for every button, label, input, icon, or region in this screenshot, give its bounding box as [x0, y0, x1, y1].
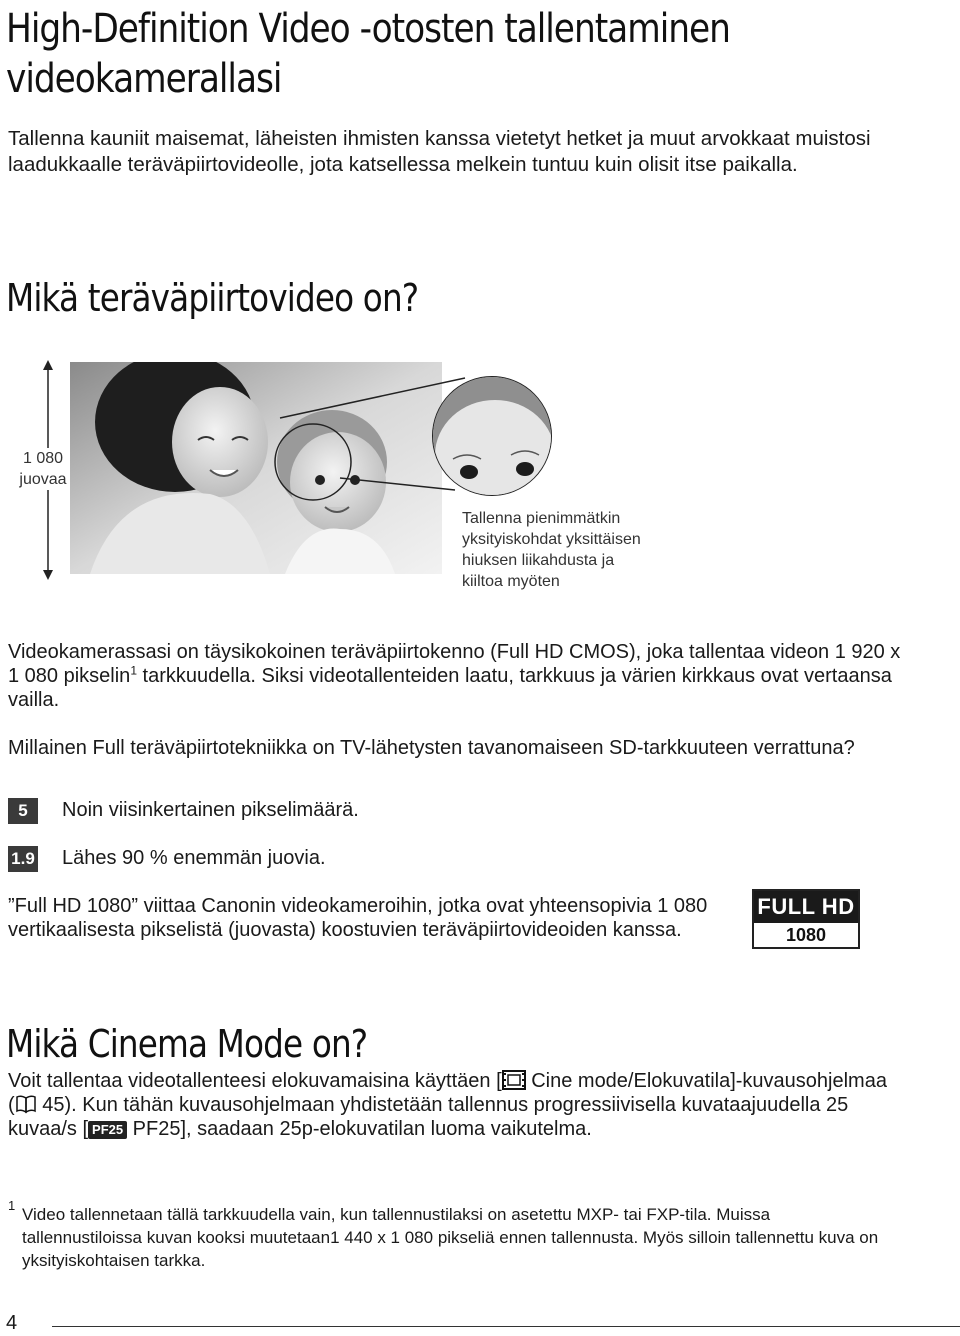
full-hd-logo-top: FULL HD — [754, 891, 858, 923]
sensor-paragraph — [8, 640, 908, 712]
cinema-text-a: Voit tallentaa videotallenteesi elokuvamaisina käyttäen [ — [8, 1070, 502, 1092]
page-title: High-Definition Video -otosten tallentaminen videokamerallasi — [6, 6, 730, 102]
zoomed-detail-circle — [432, 376, 552, 496]
full-hd-explanation: ”Full HD 1080” viittaa Canonin videokameroihin, jotka ovat yhteensopivia 1 080 vertikaalisesta pikselistä (juovasta) koostuvien teräväpiirtovideoiden kanssa. — [8, 895, 708, 941]
fact-pixels: Noin viisinkertainen pikselimäärä. — [62, 799, 359, 821]
lines-label — [18, 448, 68, 490]
section-heading-cinema-mode: Mikä Cinema Mode on? — [6, 1022, 368, 1066]
photo-caption-line: yksityiskohdat yksittäisen — [462, 531, 641, 548]
fact-badge-1-9: 1.9 — [8, 846, 38, 872]
full-hd-1080-logo — [752, 889, 860, 949]
sensor-text-a: Videokamerassasi on täysikokoinen teräväpiirtokenno (Full HD CMOS), joka tallentaa videon 1 920 x 1 080 pikselin — [8, 641, 901, 687]
section-heading-hd-video: Mikä teräväpiirtovideo on? — [6, 276, 419, 320]
photo-caption-line: Tallenna pienimmätkin — [462, 510, 621, 527]
sensor-text-b: tarkkuudella. Siksi videotallenteiden laatu, tarkkuus ja värien kirkkaus ovat vertaansa vailla. — [8, 665, 892, 711]
fact-lines: Lähes 90 % enemmän juovia. — [62, 847, 326, 869]
fact-badge-5: 5 — [8, 798, 38, 824]
footer-rule — [52, 1326, 960, 1327]
cinema-text-d: PF25], saadaan 25p-elokuvatilan luoma vaikutelma. — [127, 1118, 592, 1140]
cinema-mode-paragraph — [8, 1069, 888, 1141]
photo-caption — [462, 508, 722, 592]
pf25-icon: PF25 — [88, 1121, 127, 1139]
cinema-text-c: 45). Kun tähän kuvausohjelmaan yhdistetään tallennus progressiivisella kuvataajuudella 25 kuvaa/s [ — [8, 1094, 849, 1140]
footnote-text: Video tallennetaan tällä tarkkuudella vain, kun tallennustilaksi on asetettu MXP- tai FXP-tila. Muissa tallennustiloissa kuvan kooksi muutetaan1 440 x 1 080 pikseliä ennen tallennusta. Myös silloin tallennettu kuva on yksityiskohtaisen tarkka. — [22, 1205, 879, 1270]
lines-label-number: 1 080 — [22, 450, 64, 467]
page-number: 4 — [6, 1312, 18, 1334]
intro-paragraph: Tallenna kauniit maisemat, läheisten ihmisten kanssa vietetyt hetket ja muut arvokkaat muistosi laadukkaalle teräväpiirtovideolle, jota katsellessa melkein tuntuu kuin olisit itse paikalla. — [8, 127, 871, 176]
book-icon — [15, 1094, 37, 1114]
lines-label-unit: juovaa — [19, 471, 67, 488]
photo-caption-line: kiiltoa myöten — [462, 573, 560, 590]
comparison-question: Millainen Full teräväpiirtotekniikka on TV-lähetysten tavanomaiseen SD-tarkkuuteen verrattuna? — [8, 737, 855, 759]
footnote-ref: 1 — [130, 663, 137, 678]
film-icon — [502, 1070, 526, 1090]
full-hd-logo-bottom: 1080 — [785, 925, 827, 945]
footnote-mark: 1 — [8, 1198, 16, 1213]
cinema-text-b: Cine mode/Elokuvatila]-kuvausohjelmaa ( — [8, 1070, 887, 1116]
photo-caption-line: hiuksen liikahdusta ja — [462, 552, 615, 569]
